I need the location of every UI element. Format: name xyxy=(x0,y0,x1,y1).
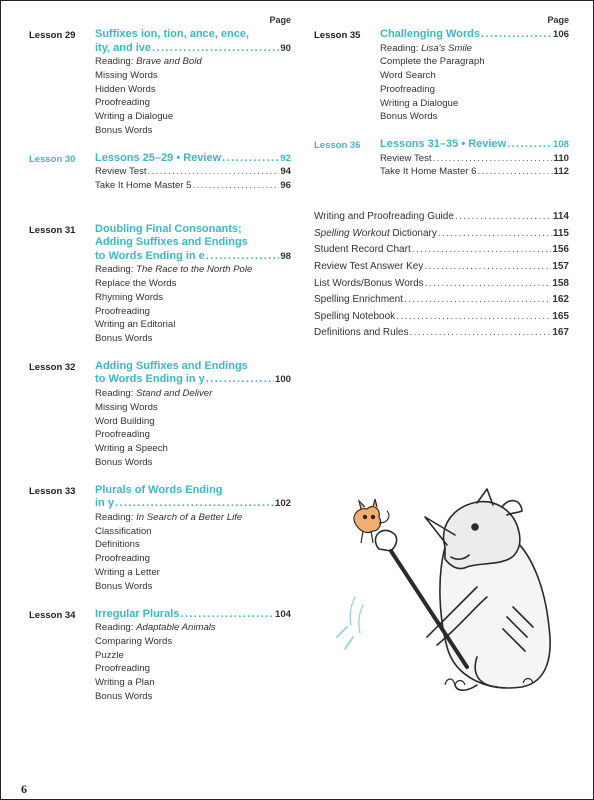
lesson-title xyxy=(95,608,291,622)
activity-item: Definitions xyxy=(95,539,140,551)
activity-item: Bonus Words xyxy=(95,124,153,136)
entry-label xyxy=(314,259,423,276)
lesson-list-right xyxy=(314,28,569,179)
lesson-body xyxy=(95,223,291,346)
review-entry xyxy=(95,179,291,193)
activity-item: Proofreading xyxy=(95,97,150,109)
page-column-header: Page xyxy=(269,15,291,25)
leader-dots xyxy=(478,165,553,179)
lesson-list-left xyxy=(29,28,291,704)
reading-item xyxy=(95,387,291,401)
entry-page: 94 xyxy=(280,166,291,178)
lesson-label: Lesson 34 xyxy=(29,609,76,621)
activity-item: Word Search xyxy=(380,70,436,82)
entry-page: 162 xyxy=(552,294,569,306)
entry-label xyxy=(314,276,424,293)
lesson-body xyxy=(95,484,291,594)
lesson-body xyxy=(380,138,569,179)
left-column xyxy=(29,15,291,718)
leader-dots xyxy=(438,226,552,243)
lesson-title xyxy=(380,138,569,152)
lesson-title-line: Plurals of Words Ending xyxy=(95,483,223,496)
lesson-label: Lesson 30 xyxy=(29,153,76,165)
reading-prefix: Reading: xyxy=(95,511,137,523)
page-column-header: Page xyxy=(547,15,569,25)
entry-label xyxy=(314,292,403,309)
reading-item xyxy=(95,55,291,69)
activity-item: Missing Words xyxy=(95,401,158,413)
reading-item xyxy=(380,42,569,56)
entry-label: Lessons 31–35 • Review xyxy=(380,138,507,151)
entry-label: to Words Ending in y xyxy=(95,373,205,386)
lesson-title-line: Adding Suffixes and Endings xyxy=(95,236,248,249)
entry-label xyxy=(314,325,409,342)
entry-page: 156 xyxy=(552,244,569,256)
entry-page: 165 xyxy=(552,310,569,322)
lesson-body xyxy=(95,152,291,193)
reading-item xyxy=(95,263,291,277)
review-entry xyxy=(380,165,569,179)
page-number: 6 xyxy=(21,782,27,796)
lesson-title xyxy=(95,250,291,264)
entry-page: 110 xyxy=(553,152,569,164)
leader-dots xyxy=(206,250,280,264)
activity-item: Hidden Words xyxy=(95,83,156,95)
lesson-title xyxy=(380,28,569,42)
activity-item: Bonus Words xyxy=(95,580,153,592)
lesson-block xyxy=(29,608,291,704)
leader-dots xyxy=(404,292,551,309)
lesson-title xyxy=(95,152,291,166)
reading-title: Adaptable Animals xyxy=(136,622,216,634)
reference-entry xyxy=(314,226,569,243)
entry-label xyxy=(314,226,437,243)
lesson-label: Lesson 33 xyxy=(29,485,76,497)
entry-page: 108 xyxy=(552,139,569,151)
reading-title: The Race to the North Pole xyxy=(136,264,253,276)
reference-entry xyxy=(314,209,569,226)
leader-dots xyxy=(424,259,551,276)
leader-dots xyxy=(206,373,274,387)
entry-label-text: Writing and Proofreading Guide xyxy=(314,211,454,223)
leader-dots xyxy=(148,165,280,179)
entry-label: ity, and ive xyxy=(95,41,152,54)
reference-entry xyxy=(314,292,569,309)
entry-page: 106 xyxy=(552,29,569,40)
entry-label xyxy=(314,242,411,259)
entry-label-text: Review Test Answer Key xyxy=(314,260,424,272)
activity-item: Writing a Dialogue xyxy=(380,97,459,109)
leader-dots xyxy=(455,209,552,226)
activity-item: Comparing Words xyxy=(95,635,173,647)
lesson-title xyxy=(95,497,291,511)
entry-label: Review Test xyxy=(380,152,432,164)
entry-page: 102 xyxy=(274,498,291,510)
reading-prefix: Reading: xyxy=(95,56,137,67)
entry-page: 98 xyxy=(280,250,291,262)
activity-item: Missing Words xyxy=(95,69,158,81)
reading-prefix: Reading: xyxy=(380,42,422,54)
entry-page: 158 xyxy=(552,277,569,289)
leader-dots xyxy=(115,497,274,511)
entry-page: 92 xyxy=(280,152,291,164)
leader-dots xyxy=(507,138,552,152)
reference-entry xyxy=(314,325,569,342)
reading-title: In Search of a Better Life xyxy=(136,511,243,523)
entry-page: 157 xyxy=(552,260,569,272)
lesson-title xyxy=(95,373,291,387)
entry-page: 112 xyxy=(553,166,569,178)
reading-prefix: Reading: xyxy=(95,387,137,399)
right-column xyxy=(314,15,569,342)
activity-item: Proofreading xyxy=(95,663,150,675)
lesson-block xyxy=(29,360,291,470)
reading-item xyxy=(95,621,291,635)
entry-label: Take It Home Master 6 xyxy=(380,166,477,178)
reference-entry xyxy=(314,259,569,276)
entry-label-text: Spelling Notebook xyxy=(314,310,396,322)
reference-list xyxy=(314,209,569,342)
activity-item: Writing a Speech xyxy=(95,443,168,455)
activity-item: Proofreading xyxy=(95,305,150,317)
lesson-title-line: Doubling Final Consonants; xyxy=(95,222,242,235)
lesson-block xyxy=(29,28,291,138)
activity-item: Proofreading xyxy=(380,83,435,95)
activity-item: Writing a Dialogue xyxy=(95,111,174,123)
reading-title: Lisa's Smile xyxy=(421,42,472,54)
entry-label: in y xyxy=(95,497,114,510)
activity-item: Complete the Paragraph xyxy=(380,56,485,68)
lesson-block xyxy=(29,484,291,594)
entry-label xyxy=(314,209,454,226)
lesson-title xyxy=(95,42,291,56)
lesson-block xyxy=(29,152,291,193)
lesson-body xyxy=(95,608,291,704)
reading-prefix: Reading: xyxy=(95,622,137,634)
lesson-block xyxy=(29,223,291,346)
activity-item: Classification xyxy=(95,525,152,537)
activity-item: Bonus Words xyxy=(380,111,438,123)
entry-label-text: Dictionary xyxy=(389,227,437,239)
leader-dots xyxy=(222,152,279,166)
activity-item: Word Building xyxy=(95,415,155,427)
reading-item xyxy=(95,511,291,525)
reference-entry xyxy=(314,276,569,293)
leader-dots xyxy=(425,276,552,293)
lesson-label: Lesson 29 xyxy=(29,30,76,41)
reading-title: Stand and Deliver xyxy=(136,387,213,399)
entry-label: Irregular Plurals xyxy=(95,607,180,620)
reading-prefix: Reading: xyxy=(95,264,137,276)
activity-item: Writing an Editorial xyxy=(95,319,176,331)
entry-label-text: List Words/Bonus Words xyxy=(314,277,424,289)
reading-title: Brave and Bold xyxy=(136,56,202,67)
lesson-label: Lesson 32 xyxy=(29,361,76,373)
leader-dots xyxy=(396,309,551,326)
entry-label: Challenging Words xyxy=(380,28,481,40)
entry-page: 96 xyxy=(280,179,291,191)
lesson-title-line: Adding Suffixes and Endings xyxy=(95,359,248,372)
activity-item: Bonus Words xyxy=(95,333,153,345)
lesson-block xyxy=(314,28,569,124)
lesson-block xyxy=(314,138,569,179)
leader-dots xyxy=(412,242,552,259)
lesson-body xyxy=(380,28,569,124)
entry-label: Review Test xyxy=(95,166,147,178)
lesson-label: Lesson 36 xyxy=(314,140,361,152)
entry-page: 114 xyxy=(552,211,569,223)
review-entry xyxy=(380,152,569,166)
entry-label-text: Definitions and Rules xyxy=(314,327,409,339)
activity-item: Replace the Words xyxy=(95,277,177,289)
rhino-cat-illustration xyxy=(327,487,553,697)
activity-item: Bonus Words xyxy=(95,456,153,468)
activity-item: Puzzle xyxy=(95,649,124,661)
review-entry xyxy=(95,165,291,179)
activity-item: Writing a Letter xyxy=(95,566,160,578)
activity-item: Proofreading xyxy=(95,553,150,565)
lesson-title-line: Suffixes ion, tion, ance, ence, xyxy=(95,28,250,40)
activity-item: Writing a Plan xyxy=(95,677,155,689)
lesson-label: Lesson 35 xyxy=(314,30,361,41)
lesson-body xyxy=(95,28,291,138)
leader-dots xyxy=(433,152,553,166)
reference-entry xyxy=(314,242,569,259)
entry-label-text: Spelling Enrichment xyxy=(314,294,403,306)
leader-dots xyxy=(152,42,279,56)
entry-page: 100 xyxy=(274,374,291,386)
entry-page: 104 xyxy=(274,608,291,620)
lesson-label: Lesson 31 xyxy=(29,224,76,236)
entry-label: Lessons 25–29 • Review xyxy=(95,151,222,164)
leader-dots xyxy=(193,179,280,193)
leader-dots xyxy=(180,608,274,622)
entry-page: 167 xyxy=(552,327,569,339)
leader-dots xyxy=(410,325,552,342)
entry-page: 90 xyxy=(280,42,291,54)
activity-item: Proofreading xyxy=(95,429,150,441)
activity-item: Rhyming Words xyxy=(95,291,164,303)
lesson-body xyxy=(95,360,291,470)
activity-item: Bonus Words xyxy=(95,691,153,703)
reference-entry xyxy=(314,309,569,326)
entry-label-text: Student Record Chart xyxy=(314,244,411,256)
entry-label: to Words Ending in e xyxy=(95,249,205,262)
entry-label xyxy=(314,309,395,326)
leader-dots xyxy=(481,28,552,42)
entry-label: Take It Home Master 5 xyxy=(95,179,192,191)
entry-label-italic: Spelling Workout xyxy=(314,227,390,239)
entry-page: 115 xyxy=(552,227,569,239)
